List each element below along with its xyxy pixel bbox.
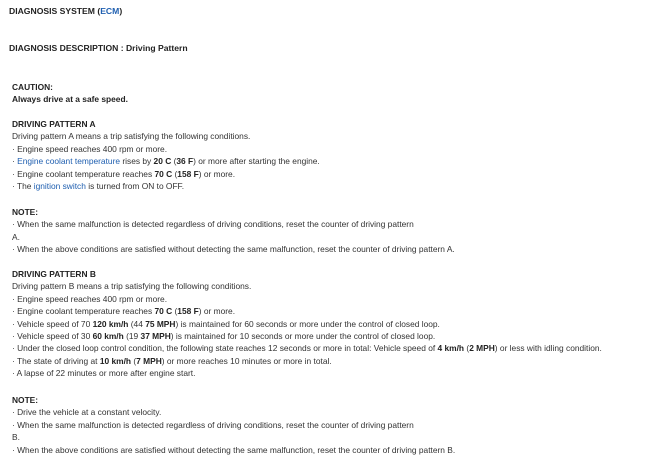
pattern-b-item-2: · Engine coolant temperature reaches 70 C (158 F) or more. (12, 306, 236, 317)
note-a-item-2: · When the above conditions are satisfied without detecting the same malfunction, reset the counter of driving pattern A. (12, 244, 455, 255)
pattern-b-item-4: · Vehicle speed of 30 60 km/h (19 37 MPH) is maintained for 10 seconds or more under the control of closed loop. (12, 331, 436, 342)
diagnosis-description-heading: DIAGNOSIS DESCRIPTION : Driving Pattern (9, 43, 188, 53)
caution-text: Always drive at a safe speed. (12, 94, 128, 105)
caution-title: CAUTION: (12, 82, 53, 92)
pattern-b-title: DRIVING PATTERN B (12, 269, 96, 279)
ecm-link[interactable]: ECM (100, 6, 120, 16)
note-a-item-1-cont: A. (12, 231, 20, 242)
note-b-item-2-cont: B. (12, 432, 20, 443)
pattern-a-item-2: · Engine coolant temperature rises by 20 C (36 F) or more after starting the engine. (12, 156, 320, 167)
note-a-section (12, 206, 455, 256)
pattern-b-item-1: · Engine speed reaches 400 rpm or more. (12, 293, 168, 304)
pattern-a-title: DRIVING PATTERN A (12, 119, 96, 129)
diagnosis-system-heading (9, 5, 122, 17)
heading-text: DIAGNOSIS SYSTEM ( (9, 6, 101, 16)
note-b-item-2: · When the same malfunction is detected regardless of driving conditions, reset the counter of driving pattern (12, 419, 414, 430)
pattern-a-item-4: · The ignition switch is turned from ON to OFF. (12, 181, 185, 192)
note-a-item-1: · When the same malfunction is detected regardless of driving conditions, reset the counter of driving pattern (12, 219, 414, 230)
pattern-a-intro: Driving pattern A means a trip satisfying the following conditions. (12, 131, 251, 142)
driving-pattern-a-section (12, 118, 320, 192)
pattern-a-item-1: · Engine speed reaches 400 rpm or more. (12, 143, 168, 154)
note-b-item-1: · Drive the vehicle at a constant velocity. (12, 407, 162, 418)
pattern-b-item-5: · Under the closed loop control condition, the following state reaches 12 seconds or more in total: Vehicle speed of 4 km/h (2 MPH) or less with idling condition. (12, 343, 602, 354)
heading-text-suffix: ) (119, 6, 123, 16)
pattern-b-item-7: · A lapse of 22 minutes or more after engine start. (12, 368, 196, 379)
engine-coolant-temperature-link[interactable]: Engine coolant temperature (17, 156, 121, 167)
pattern-b-item-6: · The state of driving at 10 km/h (7 MPH) or more reaches 10 minutes or more in total. (12, 355, 332, 366)
pattern-b-item-3: · Vehicle speed of 70 120 km/h (44 75 MPH) is maintained for 60 seconds or more under the control of closed loop. (12, 318, 440, 329)
pattern-a-item-3: · Engine coolant temperature reaches 70 C (158 F) or more. (12, 168, 236, 179)
note-b-section (12, 394, 455, 456)
ignition-switch-link[interactable]: ignition switch (33, 181, 86, 192)
note-a-title: NOTE: (12, 207, 39, 217)
caution-section (12, 81, 128, 106)
driving-pattern-b-section (12, 268, 602, 380)
pattern-b-intro: Driving pattern B means a trip satisfying the following conditions. (12, 281, 252, 292)
note-b-title: NOTE: (12, 395, 39, 405)
note-b-item-3: · When the above conditions are satisfied without detecting the same malfunction, reset the counter of driving pattern B. (12, 444, 456, 455)
